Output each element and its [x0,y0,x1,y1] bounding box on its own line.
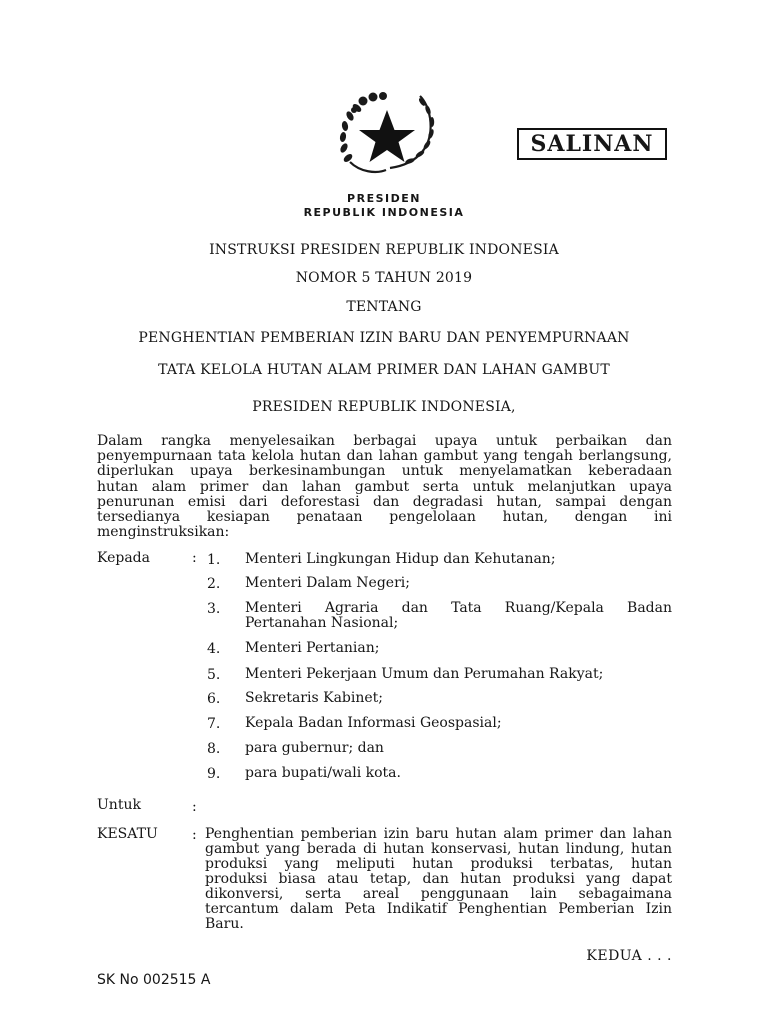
issuer-heading: PRESIDEN REPUBLIK INDONESIA, [252,399,516,415]
subject-line-2: TATA KELOLA HUTAN ALAM PRIMER DAN LAHAN GAMBUT [158,362,610,378]
list-item-continuation: Pertanahan Nasional; [245,615,399,631]
instruction-number: NOMOR 5 TAHUN 2019 [295,270,473,286]
list-item-number: 9. [207,766,221,782]
list-item-number: 5. [207,667,221,683]
office-line-republic: REPUBLIK INDONESIA [303,206,465,219]
kesatu-line: tercantum dalam Peta Indikatif Penghentian Pemberian Izin [205,901,672,917]
preamble-line: penurunan emisi dari deforestasi dan degradasi hutan, sampai dengan [97,494,672,510]
list-item-number: 2. [207,576,221,592]
kesatu-line: produksi biasa atau tetap, dan hutan produksi yang dapat [205,871,672,887]
subject-line-1: PENGHENTIAN PEMBERIAN IZIN BARU DAN PENYEMPURNAAN [138,330,630,346]
list-item: para bupati/wali kota. [245,765,401,781]
list-item: para gubernur; dan [245,740,384,756]
salinan-text: SALINAN [530,131,654,157]
kepada-colon: : [192,550,197,566]
preamble-line: hutan alam primer dan lahan gambut serta untuk melanjutkan upaya [97,479,672,495]
list-item: Menteri Lingkungan Hidup dan Kehutanan; [245,551,556,567]
kesatu-line: produksi yang meliputi hutan produksi terbatas, hutan [205,856,672,872]
kesatu-line: Penghentian pemberian izin baru hutan alam primer dan lahan [205,826,672,842]
list-item: Sekretaris Kabinet; [245,690,384,706]
list-item-number: 1. [207,552,221,568]
kesatu-line: gambut yang berada di hutan konservasi, hutan lindung, hutan [205,841,672,857]
tentang-heading: TENTANG [346,299,422,315]
kesatu-label: KESATU [97,826,158,842]
preamble-line: tersedianya kesiapan penataan pengelolaan hutan, dengan ini [97,509,672,525]
sk-number: SK No 002515 A [97,972,211,988]
list-item-number: 4. [207,641,221,657]
kesatu-colon: : [192,827,197,843]
instruction-title: INSTRUKSI PRESIDEN REPUBLIK INDONESIA [209,242,559,258]
list-item-number: 8. [207,741,221,757]
list-item-number: 3. [207,601,221,617]
preamble-line: penyempurnaan tata kelola hutan dan lahan gambut yang tengah berlangsung, [97,448,672,464]
list-item: Kepala Badan Informasi Geospasial; [245,715,502,731]
office-line-president: PRESIDEN [347,192,421,205]
kesatu-line: dikonversi, serta areal penggunaan lain sebagaimana [205,886,672,902]
preamble-line: Dalam rangka menyelesaikan berbagai upaya untuk perbaikan dan [97,433,672,449]
kepada-label: Kepada [97,550,150,566]
preamble-line: menginstruksikan: [97,524,230,540]
list-item-number: 6. [207,691,221,707]
salinan-stamp [517,128,667,160]
preamble-line: diperlukan upaya berkesinambungan untuk menyelamatkan keberadaan [97,463,672,479]
list-item: Menteri Pekerjaan Umum dan Perumahan Rakyat; [245,666,604,682]
untuk-label: Untuk [97,797,141,813]
garuda-star-emblem-icon [330,88,444,180]
kesatu-line: Baru. [205,916,244,932]
list-item: Menteri Dalam Negeri; [245,575,410,591]
list-item-number: 7. [207,716,221,732]
untuk-colon: : [192,799,197,815]
list-item: Menteri Pertanian; [245,640,380,656]
next-page-catchword: KEDUA . . . [586,948,672,964]
list-item: Menteri Agraria dan Tata Ruang/Kepala Badan [245,600,672,616]
